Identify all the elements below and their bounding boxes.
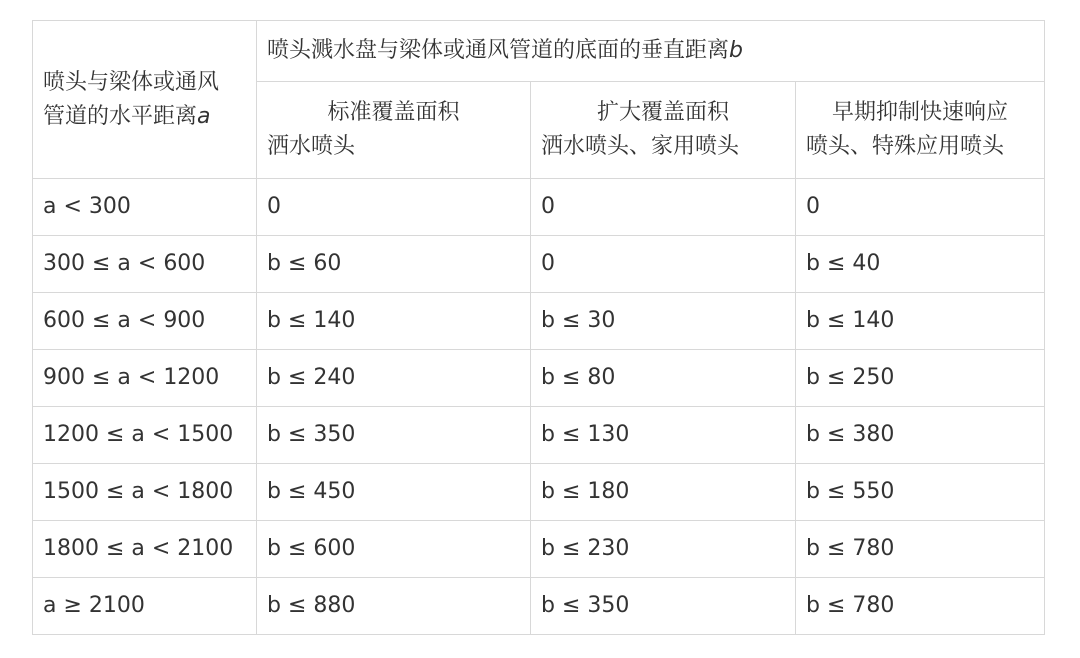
table-row: [33, 407, 1045, 464]
header-horizontal-distance: [33, 21, 257, 179]
sprinkler-distance-table: [32, 20, 1045, 635]
header-group-var: b: [729, 38, 743, 63]
cell-esfr: b ≤ 780: [796, 578, 1045, 635]
header-sub3-line2: 喷头、特殊应用喷头: [806, 134, 1005, 159]
cell-esfr: b ≤ 140: [796, 293, 1045, 350]
header-esfr: [796, 82, 1045, 179]
header-sub2-line2: 洒水喷头、家用喷头: [541, 134, 740, 159]
cell-horizontal-range: 900 ≤ a < 1200: [33, 350, 257, 407]
table-row: [33, 350, 1045, 407]
header-col1-var: a: [197, 103, 211, 129]
cell-extended: b ≤ 350: [531, 578, 796, 635]
header-group-title: 喷头溅水盘与梁体或通风管道的底面的垂直距离: [267, 38, 730, 63]
cell-extended: b ≤ 230: [531, 521, 796, 578]
cell-esfr: b ≤ 250: [796, 350, 1045, 407]
table-row: [33, 293, 1045, 350]
table-row: [33, 236, 1045, 293]
table-row: [33, 578, 1045, 635]
header-standard-coverage: [257, 82, 531, 179]
cell-horizontal-range: 1500 ≤ a < 1800: [33, 464, 257, 521]
cell-extended: b ≤ 80: [531, 350, 796, 407]
header-extended-coverage: [531, 82, 796, 179]
cell-horizontal-range: a ≥ 2100: [33, 578, 257, 635]
cell-horizontal-range: a < 300: [33, 179, 257, 236]
header-sub1-line1: 标准覆盖面积: [327, 100, 460, 125]
cell-standard: b ≤ 600: [257, 521, 531, 578]
cell-esfr: b ≤ 380: [796, 407, 1045, 464]
header-sub2-line1: 扩大覆盖面积: [596, 100, 729, 125]
cell-esfr: 0: [796, 179, 1045, 236]
cell-extended: b ≤ 130: [531, 407, 796, 464]
cell-esfr: b ≤ 40: [796, 236, 1045, 293]
cell-horizontal-range: 300 ≤ a < 600: [33, 236, 257, 293]
cell-horizontal-range: 1200 ≤ a < 1500: [33, 407, 257, 464]
table-row: [33, 464, 1045, 521]
cell-standard: b ≤ 450: [257, 464, 531, 521]
cell-standard: b ≤ 880: [257, 578, 531, 635]
cell-esfr: b ≤ 780: [796, 521, 1045, 578]
cell-standard: b ≤ 350: [257, 407, 531, 464]
cell-standard: b ≤ 60: [257, 236, 531, 293]
header-col1-line2: 管道的水平距离: [43, 103, 198, 129]
cell-horizontal-range: 1800 ≤ a < 2100: [33, 521, 257, 578]
table-row: [33, 179, 1045, 236]
cell-standard: 0: [257, 179, 531, 236]
header-vertical-distance: [257, 21, 1045, 82]
cell-extended: b ≤ 30: [531, 293, 796, 350]
cell-extended: 0: [531, 179, 796, 236]
header-row-group: [33, 21, 1045, 82]
cell-horizontal-range: 600 ≤ a < 900: [33, 293, 257, 350]
cell-standard: b ≤ 240: [257, 350, 531, 407]
header-col1-line1: 喷头与梁体或通风: [43, 69, 220, 95]
header-sub3-line1: 早期抑制快速响应: [832, 100, 1009, 125]
cell-esfr: b ≤ 550: [796, 464, 1045, 521]
cell-extended: b ≤ 180: [531, 464, 796, 521]
cell-standard: b ≤ 140: [257, 293, 531, 350]
header-sub1-line2: 洒水喷头: [267, 134, 356, 159]
table-row: [33, 521, 1045, 578]
cell-extended: 0: [531, 236, 796, 293]
